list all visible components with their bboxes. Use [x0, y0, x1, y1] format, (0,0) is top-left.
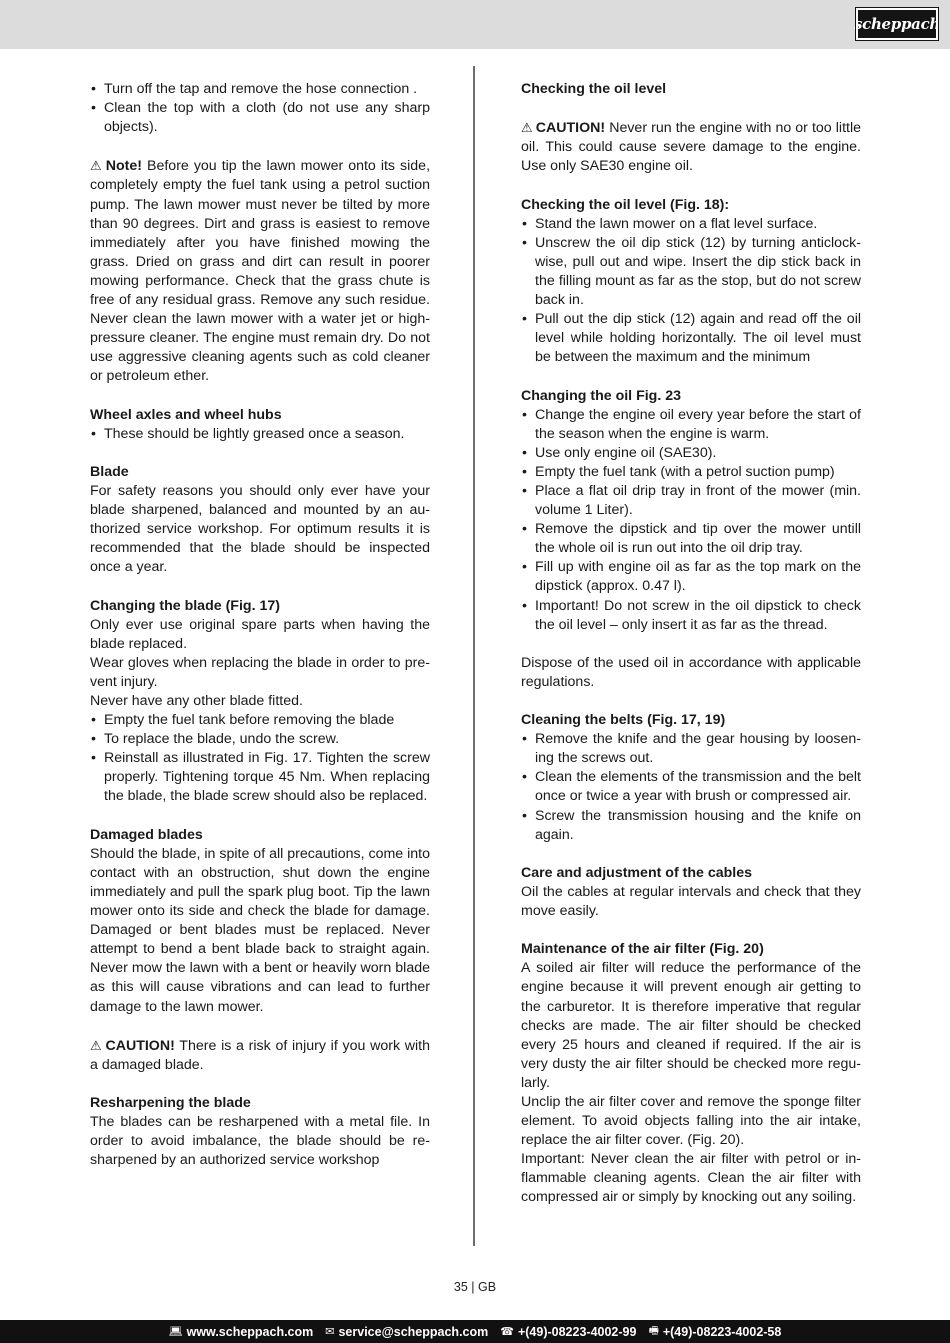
paragraph: Unclip the air filter cover and remove the sponge filter element. To avoid objects falling into the air intake, replace the air filter cover. (Fig. 20). — [521, 1093, 861, 1149]
right-column — [521, 80, 861, 1208]
list-item: • Important! Do not screw in the oil dipstick to check the oil level – only insert it as far as the thread. — [521, 597, 861, 635]
intro-bullets — [90, 80, 430, 137]
footer-bar — [0, 1320, 950, 1343]
list-item: • Fill up with engine oil as far as the top mark on the dipstick (approx. 0.47 l). — [521, 558, 861, 596]
section-heading: Care and adjustment of the cables — [521, 864, 752, 881]
note-paragraph — [90, 156, 430, 386]
list-item: • Clean the elements of the transmission and the belt once or twice a year with brush or compressed air. — [521, 768, 861, 806]
list-item: • Remove the knife and the gear housing by loosening the screws out. — [521, 730, 861, 768]
caution-paragraph — [90, 1036, 430, 1075]
paragraph: For safety reasons you should only ever have your blade sharpened, balanced and mounted by an authorized service workshop. For optimum results it is recommended that the blade should be inspected once a year. — [90, 482, 430, 576]
paragraph: The blades can be resharpened with a metal file. In order to avoid imbalance, the blade should be resharpened by an authorized service workshop — [90, 1114, 430, 1169]
warning-icon: ⚠ — [521, 120, 533, 136]
page-number: 35 | GB — [453, 1280, 497, 1294]
list-item: • Stand the lawn mower on a flat level surface. — [521, 215, 861, 234]
caution-label: CAUTION! — [535, 120, 606, 137]
belts-bullets — [521, 730, 861, 845]
caution-text: There is a risk of injury if you work with a damaged blade. — [90, 1037, 431, 1073]
caution-label: CAUTION! — [105, 1037, 175, 1054]
caution-paragraph — [521, 118, 861, 176]
changing-bullets — [90, 711, 430, 806]
header-bar — [0, 0, 950, 49]
section-heading: Checking the oil level — [521, 81, 667, 97]
paragraph: Oil the cables at regular intervals and check that they move easily. — [521, 883, 861, 920]
section-heading: Maintenance of the air filter (Fig. 20) — [521, 941, 764, 958]
section-heading: Checking the oil level (Fig. 18): — [521, 196, 730, 213]
paragraph: Only ever use original spare parts when having the blade replaced. — [90, 616, 430, 652]
list-item: • These should be lightly greased once a season. — [90, 425, 430, 444]
section-heading: Cleaning the belts (Fig. 17, 19) — [521, 712, 726, 729]
warning-icon: ⚠ — [90, 158, 103, 174]
section-heading: Wheel axles and wheel hubs — [90, 406, 282, 423]
mail-icon: ✉︎ — [325, 1326, 335, 1338]
list-item: • Use only engine oil (SAE30). — [521, 444, 861, 463]
left-column — [90, 80, 430, 1170]
scheppach-logo: scheppach — [856, 8, 938, 40]
paragraph: Should the blade, in spite of all precautions, come into contact with an obstruction, shut down the engine immediately and pull the spark plug boot. Tip the lawn mower onto its side and check the blade for damage. Damaged or bent blades must be replaced. Never attempt to bend a bent blade back to straight again. Never mow the lawn with a bent or heavily worn blade as this will cause vibrations and can lead to further damage to the lawn mower. — [90, 845, 430, 1015]
section-heading: Damaged blades — [90, 826, 203, 843]
list-item: • Screw the transmission housing and the knife on again. — [521, 807, 861, 845]
paragraph: A soiled air filter will reduce the performance of the engine because it will prevent enough air getting to the carburetor. It is therefore imperative that regular checks are made. The air filter should be checked every 25 hours and cleaned if required. If the air is very dusty the air filter should be checked more regularly. — [521, 960, 861, 1091]
section-heading: Resharpening the blade — [90, 1094, 251, 1111]
list-item: • Reinstall as illustrated in Fig. 17. Tighten the screw properly. Tightening torque 45 Nm. When replacing the blade, the blade screw should also be replaced. — [90, 749, 430, 806]
paragraph: Important: Never clean the air filter with petrol or inflammable cleaning agents. Clean the air filter with compressed air or simply by knocking out any soiling. — [521, 1151, 861, 1206]
list-item: • Pull out the dip stick (12) again and read off the oil level while holding horizontally. The oil level must be between the maximum and the minimum — [521, 310, 861, 367]
list-item: • To replace the blade, undo the screw. — [90, 730, 430, 749]
list-item: • Change the engine oil every year before the start of the season when the engine is warm. — [521, 406, 861, 444]
list-item: • Empty the fuel tank (with a petrol suction pump) — [521, 463, 861, 482]
computer-icon: 💻︎ — [168, 1326, 183, 1338]
paragraph: Dispose of the used oil in accordance with applicable regulations. — [521, 654, 861, 690]
footer-fax-text: +(49)-08223-4002-58 — [662, 1324, 782, 1339]
note-label: Note! — [105, 158, 142, 175]
change-bullets — [521, 406, 861, 635]
footer-website[interactable] — [169, 1325, 314, 1339]
list-item: • Clean the top with a cloth (do not use any sharp objects). — [90, 99, 430, 137]
section-heading: Changing the blade (Fig. 17) — [90, 597, 280, 614]
note-text: Before you tip the lawn mower onto its side, completely empty the fuel tank using a petrol suction pump. The lawn mower must never be tilted by more than 90 degrees. Dirt and grass is easiest to remove immediately after you have finished mowing the grass. Dried on grass and dirt can result in poorer mowing performance. Check that the grass chute is free of any residual grass. Remove any such residue. Never clean the lawn mower with a water jet or high-pressure cleaner. The engine must remain dry. Do not use aggressive cleaning agents such as cold cleaner or petroleum ether. — [90, 158, 431, 385]
list-item: • Unscrew the oil dip stick (12) by turning anticlockwise, pull out and wipe. Insert the dip stick back in the filling mount as far as the stop, but do not screw back in. — [521, 234, 861, 310]
fax-icon: 🖷︎ — [648, 1325, 659, 1337]
paragraph: Wear gloves when replacing the blade in order to prevent injury. — [90, 654, 430, 690]
column-divider — [473, 66, 475, 1246]
section-heading: Blade — [90, 463, 129, 480]
list-item: • Turn off the tap and remove the hose connection . — [90, 80, 430, 99]
footer-email-text: service@scheppach.com — [338, 1324, 489, 1339]
footer-phone — [500, 1325, 636, 1339]
phone-icon: ☎︎ — [500, 1326, 514, 1338]
check-bullets — [521, 215, 861, 368]
paragraph: Never have any other blade fitted. — [90, 693, 303, 709]
footer-phone-text: +(49)-08223-4002-99 — [517, 1324, 637, 1339]
caution-text: Never run the engine with no or too little oil. This could cause severe damage to the engine. Use only SAE30 engine oil. — [521, 120, 861, 175]
footer-website-text: www.scheppach.com — [186, 1324, 314, 1339]
wheel-bullets — [90, 425, 430, 444]
list-item: • Empty the fuel tank before removing the blade — [90, 711, 430, 730]
section-heading: Changing the oil Fig. 23 — [521, 387, 682, 404]
list-item: • Place a flat oil drip tray in front of the mower (min. volume 1 Liter). — [521, 482, 861, 520]
list-item: • Remove the dipstick and tip over the mower untill the whole oil is run out into the oil drip tray. — [521, 520, 861, 558]
footer-fax — [648, 1322, 781, 1341]
warning-icon: ⚠ — [90, 1037, 103, 1053]
footer-email[interactable] — [325, 1325, 488, 1339]
